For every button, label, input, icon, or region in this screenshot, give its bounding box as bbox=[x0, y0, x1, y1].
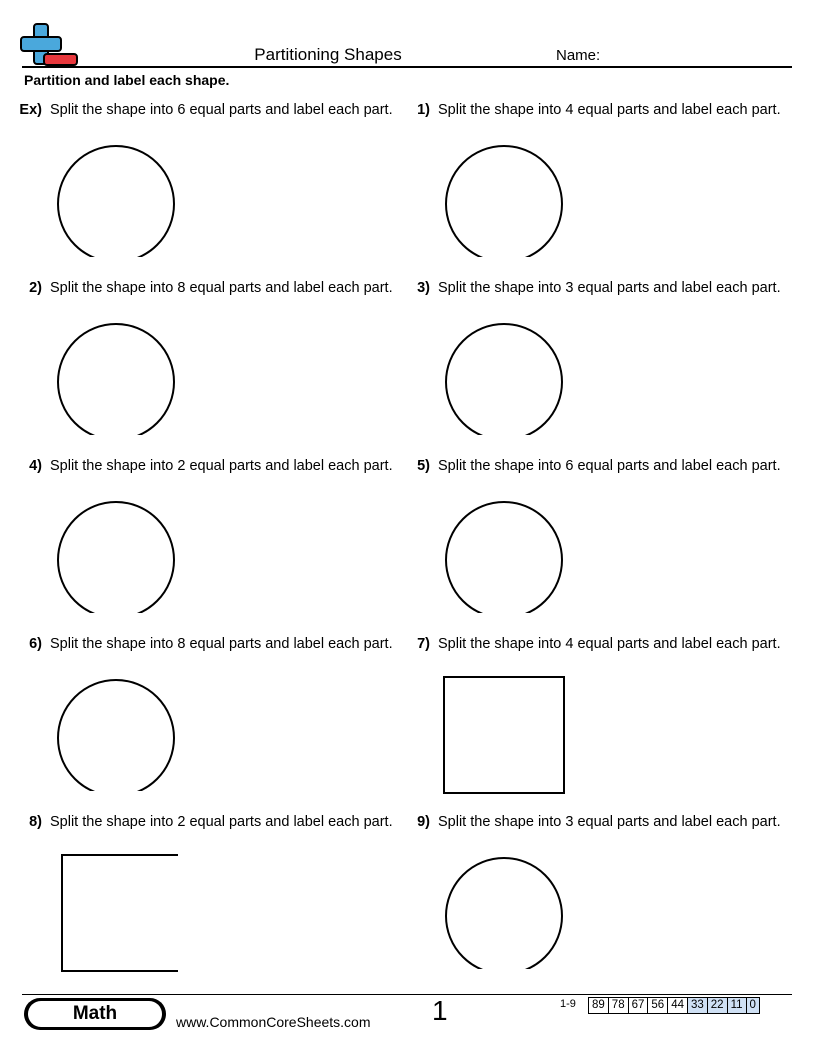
problem-text: Split the shape into 6 equal parts and label each part. bbox=[438, 458, 781, 474]
score-cell: 33 bbox=[687, 998, 707, 1014]
subject-label: Math bbox=[28, 1001, 162, 1027]
circle-shape bbox=[56, 137, 176, 257]
problem-number: 6) bbox=[29, 636, 42, 652]
website-link[interactable]: www.CommonCoreSheets.com bbox=[176, 1014, 371, 1030]
problem-number: 7) bbox=[417, 636, 430, 652]
problem-8 bbox=[16, 813, 396, 991]
problem-text: Split the shape into 8 equal parts and label each part. bbox=[50, 280, 393, 296]
score-cell: 67 bbox=[628, 998, 648, 1014]
circle-shape bbox=[444, 849, 564, 969]
problem-5 bbox=[404, 457, 784, 635]
score-table bbox=[588, 997, 760, 1014]
square-shape bbox=[442, 671, 566, 795]
problem-text: Split the shape into 8 equal parts and label each part. bbox=[50, 636, 393, 652]
subject-badge bbox=[24, 998, 166, 1030]
problem-6 bbox=[16, 635, 396, 813]
problem-number: Ex) bbox=[19, 102, 42, 118]
problem-2 bbox=[16, 279, 396, 457]
header-divider bbox=[22, 66, 792, 68]
problem-text: Split the shape into 2 equal parts and label each part. bbox=[50, 814, 393, 830]
problem-1 bbox=[404, 101, 784, 279]
problem-number: 1) bbox=[417, 102, 430, 118]
score-cell: 11 bbox=[727, 998, 746, 1014]
page-number: 1 bbox=[432, 995, 448, 1026]
problem-number: 8) bbox=[29, 814, 42, 830]
problem-number: 9) bbox=[417, 814, 430, 830]
problem-number: 4) bbox=[29, 458, 42, 474]
circle-shape bbox=[56, 493, 176, 613]
problem-number: 2) bbox=[29, 280, 42, 296]
circle-shape bbox=[444, 137, 564, 257]
circle-shape bbox=[444, 315, 564, 435]
problem-4 bbox=[16, 457, 396, 635]
instructions: Partition and label each shape. bbox=[24, 72, 230, 88]
problem-9 bbox=[404, 813, 784, 991]
circle-shape bbox=[56, 315, 176, 435]
problem-text: Split the shape into 4 equal parts and label each part. bbox=[438, 102, 781, 118]
square-shape bbox=[54, 849, 178, 973]
footer-divider bbox=[22, 994, 792, 995]
problem-text: Split the shape into 3 equal parts and label each part. bbox=[438, 814, 781, 830]
problem-example bbox=[16, 101, 396, 279]
circle-shape bbox=[444, 493, 564, 613]
score-range-label: 1-9 bbox=[560, 998, 576, 1010]
problem-number: 5) bbox=[417, 458, 430, 474]
problem-text: Split the shape into 6 equal parts and label each part. bbox=[50, 102, 393, 118]
score-cell: 22 bbox=[707, 998, 727, 1014]
score-cell: 89 bbox=[589, 998, 609, 1014]
problem-text: Split the shape into 4 equal parts and label each part. bbox=[438, 636, 781, 652]
score-cell: 0 bbox=[746, 998, 759, 1014]
problem-number: 3) bbox=[417, 280, 430, 296]
score-cell: 78 bbox=[608, 998, 628, 1014]
problem-text: Split the shape into 2 equal parts and label each part. bbox=[50, 458, 393, 474]
score-cell: 56 bbox=[648, 998, 668, 1014]
problem-7 bbox=[404, 635, 784, 813]
problem-3 bbox=[404, 279, 784, 457]
name-label: Name: bbox=[556, 47, 601, 64]
problem-text: Split the shape into 3 equal parts and label each part. bbox=[438, 280, 781, 296]
circle-shape bbox=[56, 671, 176, 791]
score-cell: 44 bbox=[668, 998, 688, 1014]
page-title: Partitioning Shapes bbox=[254, 45, 402, 64]
